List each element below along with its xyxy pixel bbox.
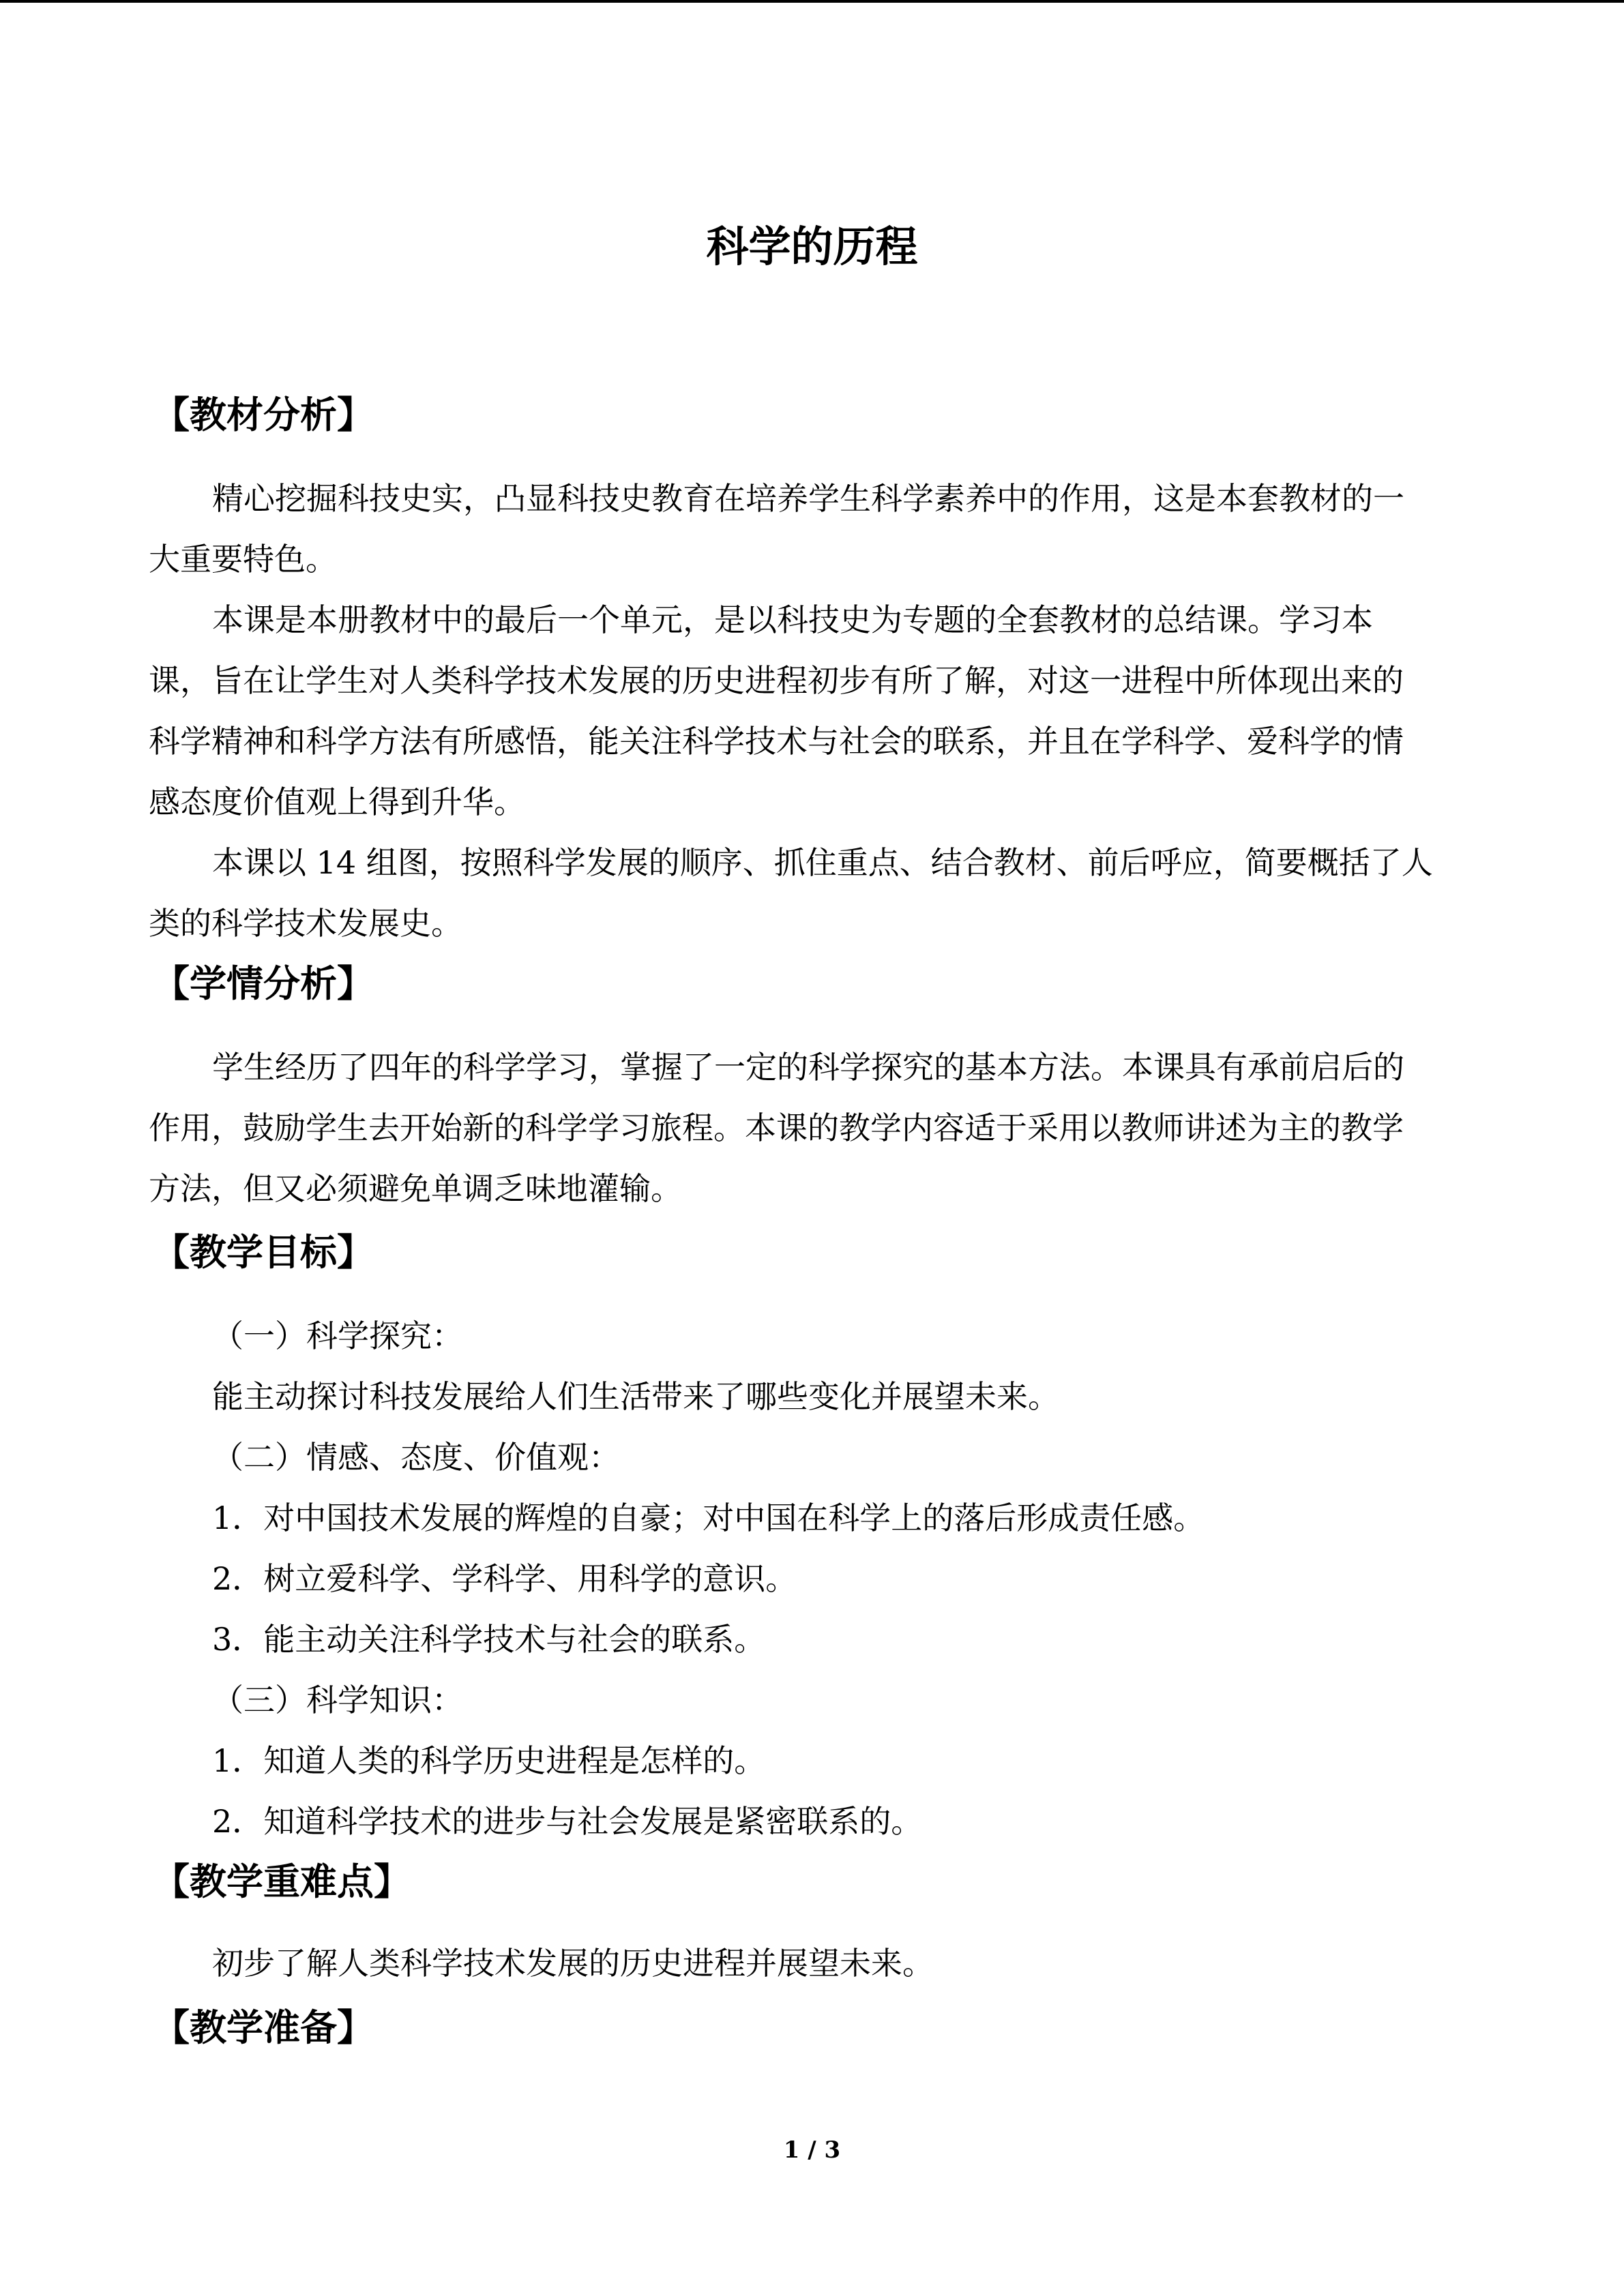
page-title: 科学的历程 <box>706 222 918 271</box>
section-heading-textbook-analysis: 【教材分析】 <box>153 393 374 436</box>
section-heading-key-points: 【教学重难点】 <box>153 1860 411 1903</box>
objective-line: 2．知道科学技术的进步与社会发展是紧密联系的。 <box>212 1803 923 1840</box>
section-heading-teaching-preparation: 【教学准备】 <box>153 2006 374 2049</box>
section-heading-teaching-objectives: 【教学目标】 <box>153 1231 374 1274</box>
objective-line: 3．能主动关注科学技术与社会的联系。 <box>212 1621 766 1658</box>
objective-line: 2．树立爱科学、学科学、用科学的意识。 <box>212 1560 797 1597</box>
paragraph-line: 类的科学技术发展史。 <box>149 905 462 942</box>
page-number: 1 / 3 <box>783 2136 841 2164</box>
paragraph-line: 科学精神和科学方法有所感悟，能关注科学技术与社会的联系，并且在学科学、爱科学的情 <box>149 723 1404 760</box>
paragraph-line: 大重要特色。 <box>149 541 337 578</box>
objective-subheading: （一）科学探究： <box>212 1317 463 1354</box>
paragraph-line: 学生经历了四年的科学学习，掌握了一定的科学探究的基本方法。本课具有承前启后的 <box>212 1049 1404 1086</box>
paragraph-line: 感态度价值观上得到升华。 <box>149 784 525 820</box>
objective-line: 能主动探讨科技发展给人们生活带来了哪些变化并展望未来。 <box>212 1378 1059 1415</box>
objective-line: 1．知道人类的科学历史进程是怎样的。 <box>212 1742 766 1779</box>
objective-subheading: （二）情感、态度、价值观： <box>212 1439 620 1476</box>
paragraph-line: 本课是本册教材中的最后一个单元，是以科技史为专题的全套教材的总结课。学习本 <box>212 601 1373 638</box>
paragraph-line: 精心挖掘科技史实，凸显科技史教育在培养学生科学素养中的作用，这是本套教材的一 <box>212 480 1404 517</box>
paragraph-line: 作用，鼓励学生去开始新的科学学习旅程。本课的教学内容适于采用以教师讲述为主的教学 <box>149 1109 1404 1146</box>
paragraph-line: 本课以 14 组图，按照科学发展的顺序、抓住重点、结合教材、前后呼应，简要概括了人 <box>212 844 1433 881</box>
top-border-line <box>0 0 1624 3</box>
paragraph-line: 方法，但又必须避免单调乏味地灌输。 <box>149 1170 682 1207</box>
paragraph-line: 初步了解人类科学技术发展的历史进程并展望未来。 <box>212 1945 934 1982</box>
objective-subheading: （三）科学知识： <box>212 1682 463 1718</box>
paragraph-line: 课，旨在让学生对人类科学技术发展的历史进程初步有所了解，对这一进程中所体现出来的 <box>149 662 1404 699</box>
section-heading-student-analysis: 【学情分析】 <box>153 962 374 1005</box>
objective-line: 1．对中国技术发展的辉煌的自豪；对中国在科学上的落后形成责任感。 <box>212 1500 1205 1536</box>
